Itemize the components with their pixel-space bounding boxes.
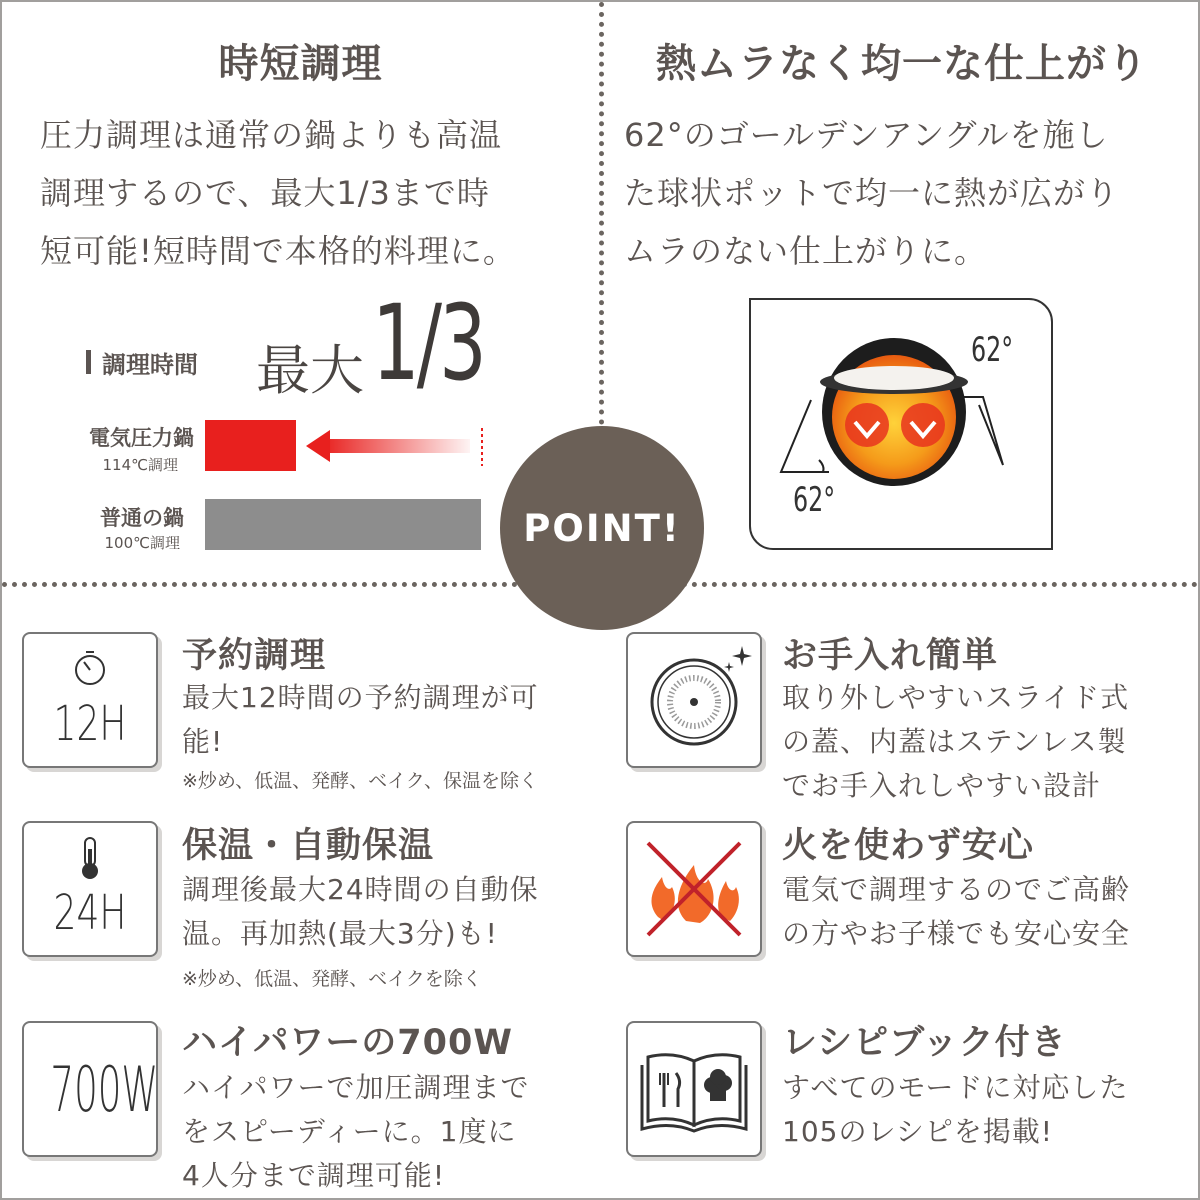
section-body-even-heat xyxy=(624,106,1119,280)
reduction-arrow-icon xyxy=(302,422,492,472)
feature-body-power xyxy=(182,1066,529,1198)
body-line: 短可能!短時間で本格的料理に。 xyxy=(40,232,516,270)
feature-box-reserve xyxy=(22,632,158,768)
feature-note-keepwarm: ※炒め、低温、発酵、ベイクを除く xyxy=(182,968,482,990)
body-line: の蓋、内蓋はステンレス製 xyxy=(782,725,1127,758)
feature-title-safety: 火を使わず安心 xyxy=(782,826,1035,866)
body-line: 電気で調理するのでご高齢 xyxy=(782,873,1131,906)
body-line: 最大12時間の予約調理が可 xyxy=(182,681,539,714)
headline-prefix: 最大 xyxy=(256,339,364,402)
timer-icon xyxy=(70,648,110,688)
bar-sub-pressure-cooker: 114℃調理 xyxy=(102,456,178,474)
feature-box-label: 12H xyxy=(53,696,127,752)
feature-body-keepwarm xyxy=(182,868,539,956)
feature-title-keepwarm: 保温・自動保温 xyxy=(182,826,435,866)
angle-label-top: 62° xyxy=(971,330,1014,370)
section-title-time-saving: 時短調理 xyxy=(218,41,383,87)
headline-value: 1/3 xyxy=(372,282,484,404)
feature-box-label: 700W xyxy=(50,1053,159,1126)
body-line: すべてのモードに対応した xyxy=(782,1071,1129,1104)
feature-title-power: ハイパワーの700W xyxy=(182,1023,513,1063)
feature-box-label: 24H xyxy=(53,885,127,941)
body-line: 調理するので、最大1/3まで時 xyxy=(40,174,490,212)
feature-box-keepwarm xyxy=(22,821,158,957)
recipe-book-icon xyxy=(634,1029,754,1149)
section-body-time-saving xyxy=(40,106,516,280)
bar-pressure-cooker xyxy=(205,420,296,471)
body-line: 4人分まで調理可能! xyxy=(182,1159,446,1192)
feature-body-safety xyxy=(782,868,1130,956)
thermometer-icon xyxy=(74,835,106,881)
body-line: でお手入れしやすい設計 xyxy=(782,769,1102,802)
feature-title-recipe: レシピブック付き xyxy=(782,1023,1067,1063)
feature-body-clean xyxy=(782,676,1129,808)
body-line: ムラのない仕上がりに。 xyxy=(624,232,988,270)
angle-label-bottom: 62° xyxy=(793,480,836,520)
body-line: た球状ポットで均一に熱が広がり xyxy=(624,174,1120,212)
bar-sub-normal-pot: 100℃調理 xyxy=(104,534,180,552)
lid-sparkle-icon xyxy=(634,640,754,760)
cooking-time-label: 調理時間 xyxy=(102,351,198,379)
bar-label-normal-pot: 普通の鍋 xyxy=(100,506,184,530)
body-line: 取り外しやすいスライド式 xyxy=(782,681,1130,714)
point-label: POINT! xyxy=(523,506,681,550)
feature-body-recipe xyxy=(782,1066,1128,1154)
body-line: 62°のゴールデンアングルを施し xyxy=(624,116,1109,154)
feature-box-clean xyxy=(626,632,762,768)
pot-illustration-frame xyxy=(749,298,1053,550)
body-line: 105のレシピを掲載! xyxy=(782,1115,1053,1148)
section-title-even-heat: 熱ムラなく均一な仕上がり xyxy=(656,41,1148,87)
body-line: 圧力調理は通常の鍋よりも高温 xyxy=(40,116,503,154)
body-line: 調理後最大24時間の自動保 xyxy=(182,873,539,906)
bar-label-pressure-cooker: 電気圧力鍋 xyxy=(89,426,194,450)
body-line: 温。再加熱(最大3分)も! xyxy=(182,917,498,950)
feature-box-safety xyxy=(626,821,762,957)
body-line: の方やお子様でも安心安全 xyxy=(782,917,1131,950)
feature-title-clean: お手入れ簡単 xyxy=(782,636,999,676)
bar-normal-pot xyxy=(205,499,481,550)
feature-box-power xyxy=(22,1021,158,1157)
point-badge xyxy=(500,426,704,630)
feature-body-reserve xyxy=(182,676,539,764)
feature-box-recipe xyxy=(626,1021,762,1157)
no-fire-icon xyxy=(634,829,754,949)
feature-title-reserve: 予約調理 xyxy=(182,636,327,676)
body-line: ハイパワーで加圧調理まで xyxy=(182,1071,530,1104)
body-line: をスピーディーに。1度に xyxy=(182,1115,517,1148)
body-line: 能! xyxy=(182,725,224,758)
feature-note-reserve: ※炒め、低温、発酵、ベイク、保温を除く xyxy=(182,770,539,792)
label-marker xyxy=(86,350,91,374)
